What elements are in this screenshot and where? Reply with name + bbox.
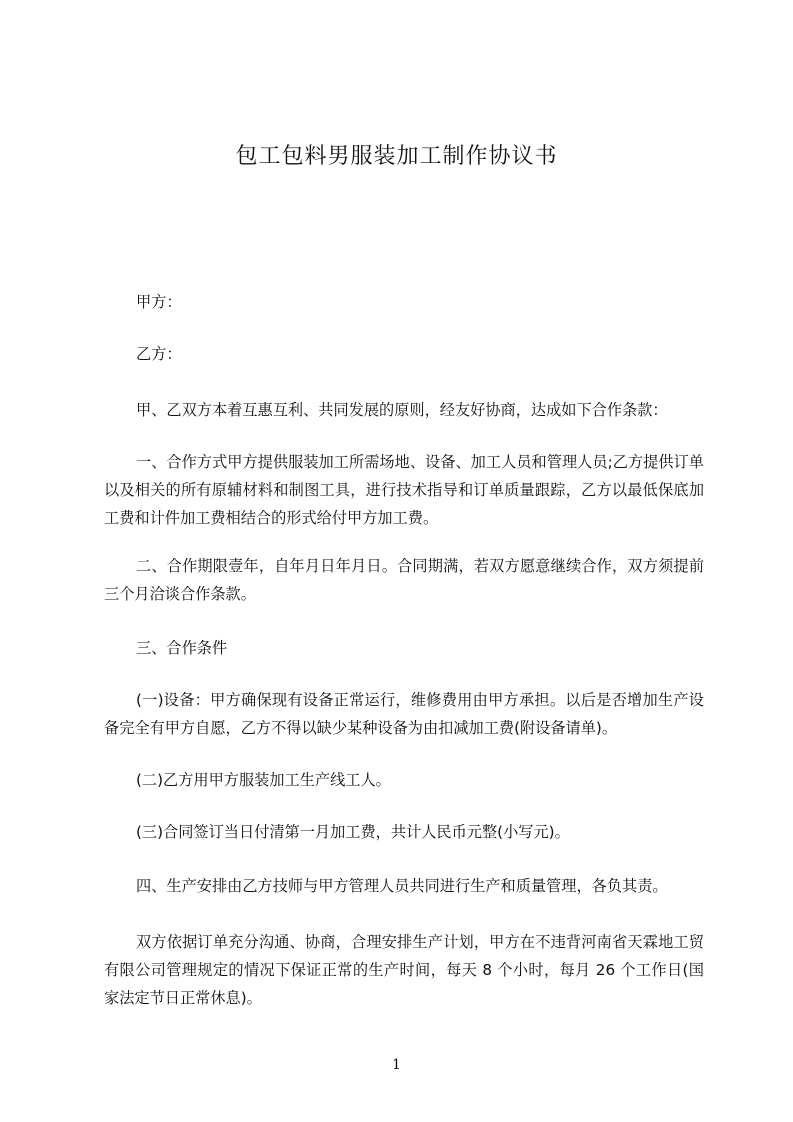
clause-3-1-paragraph: (一)设备：甲方确保现有设备正常运行，维修费用由甲方承担。以后是否增加生产设备完全有甲方自愿，乙方不得以缺少某种设备为由扣减加工费(附设备请单)。: [104, 691, 704, 737]
clause-3-3-paragraph: (三)合同签订当日付清第一月加工费，共计人民币元整(小写元)。: [136, 823, 570, 841]
preamble-paragraph: 甲、乙双方本着互惠互利、共同发展的原则，经友好协商，达成如下合作条款：: [136, 401, 668, 419]
production-schedule-paragraph: 双方依据订单充分沟通、协商，合理安排生产计划，甲方在不违背河南省天霖地工贸有限公司管理规定的情况下保证正常的生产时间，每天 8 个小时，每月 26 个工作日(国家法定节日正常休息)。: [104, 933, 704, 1007]
page-number: 1: [392, 1057, 401, 1073]
document-title: 包工包料男服装加工制作协议书: [235, 144, 558, 169]
clause-3-heading: 三、合作条件: [136, 639, 228, 657]
clause-1-paragraph: 一、合作方式甲方提供服装加工所需场地、设备、加工人员和管理人员;乙方提供订单以及相关的所有原辅材料和制图工具，进行技术指导和订单质量跟踪，乙方以最低保底加工费和计件加工费相结合的形式给付甲方加工费。: [104, 453, 704, 527]
party-b-line: 乙方：: [136, 345, 182, 363]
clause-4-paragraph: 四、生产安排由乙方技师与甲方管理人员共同进行生产和质量管理，各负其责。: [136, 877, 668, 895]
clause-2-paragraph: 二、合作期限壹年，自年月日年月日。合同期满，若双方愿意继续合作，双方须提前三个月洽谈合作条款。: [104, 557, 704, 603]
party-a-line: 甲方：: [136, 293, 182, 311]
clause-3-2-paragraph: (二)乙方用甲方服装加工生产线工人。: [136, 771, 391, 789]
